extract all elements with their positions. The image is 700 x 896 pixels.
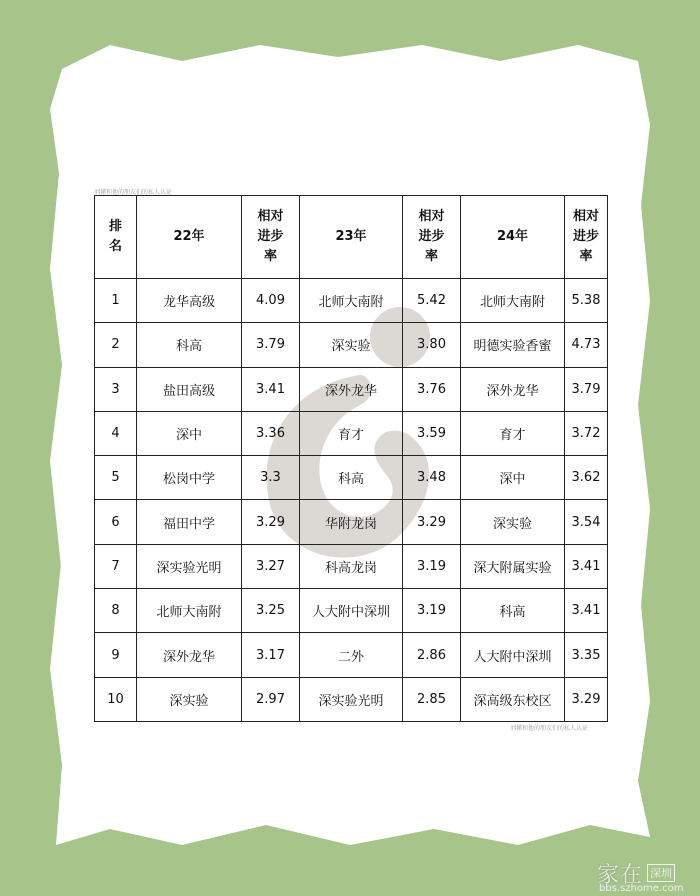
header-ratio-2023: 相对 进步 率: [403, 196, 461, 279]
cell-school-2023: 人大附中深圳: [300, 589, 403, 633]
cell-ratio-2022: 3.25: [242, 589, 300, 633]
table-row: [95, 279, 608, 323]
cell-ratio-2024: 3.62: [565, 456, 608, 500]
cell-school-2022: 盐田高级: [137, 367, 242, 411]
cell-ratio-2022: 3.79: [242, 323, 300, 367]
cell-ratio-2022: 3.29: [242, 500, 300, 544]
cell-school-2024: 北师大南附: [461, 279, 565, 323]
cell-school-2022: 深中: [137, 411, 242, 455]
site-url: bbs.szhome.com: [599, 883, 684, 894]
cell-school-2022: 深外龙华: [137, 633, 242, 677]
cell-ratio-2022: 3.36: [242, 411, 300, 455]
header-2024: 24年: [461, 196, 565, 279]
cell-school-2024: 深高级东校区: [461, 677, 565, 721]
cell-school-2023: 华附龙岗: [300, 500, 403, 544]
cell-ratio-2022: 3.27: [242, 544, 300, 588]
header-ratio-2022: 相对 进步 率: [242, 196, 300, 279]
cell-school-2022: 科高: [137, 323, 242, 367]
site-brand: 家在: [597, 863, 644, 888]
cell-school-2023: 育才: [300, 411, 403, 455]
table-row: [95, 367, 608, 411]
cell-ratio-2024: 4.73: [565, 323, 608, 367]
cell-school-2023: 深实验: [300, 323, 403, 367]
cell-ratio-2023: 3.19: [403, 544, 461, 588]
cell-rank: 5: [95, 456, 137, 500]
cell-rank: 6: [95, 500, 137, 544]
cell-rank: 4: [95, 411, 137, 455]
cell-ratio-2022: 3.17: [242, 633, 300, 677]
cell-school-2022: 深实验光明: [137, 544, 242, 588]
cell-school-2024: 人大附中深圳: [461, 633, 565, 677]
cell-ratio-2023: 2.85: [403, 677, 461, 721]
cell-school-2024: 深中: [461, 456, 565, 500]
header-rank: 排 名: [95, 196, 137, 279]
cell-ratio-2024: 3.35: [565, 633, 608, 677]
cell-rank: 1: [95, 279, 137, 323]
table-row: [95, 544, 608, 588]
cell-school-2024: 科高: [461, 589, 565, 633]
cell-ratio-2023: 3.29: [403, 500, 461, 544]
cell-ratio-2024: 3.72: [565, 411, 608, 455]
cell-ratio-2023: 3.59: [403, 411, 461, 455]
cell-rank: 8: [95, 589, 137, 633]
cell-rank: 10: [95, 677, 137, 721]
table-row: [95, 500, 608, 544]
cell-school-2024: 深外龙华: [461, 367, 565, 411]
cell-ratio-2023: 3.48: [403, 456, 461, 500]
cell-ratio-2024: 3.41: [565, 544, 608, 588]
cell-ratio-2024: 3.29: [565, 677, 608, 721]
cell-school-2022: 松岗中学: [137, 456, 242, 500]
ranking-table: [94, 195, 608, 722]
cell-school-2024: 深大附属实验: [461, 544, 565, 588]
cell-school-2022: 龙华高级: [137, 279, 242, 323]
site-city: 深圳: [647, 864, 675, 882]
cell-ratio-2022: 4.09: [242, 279, 300, 323]
watermark-text-bottom: 刘懂和他的朋友们的私人认证: [510, 725, 589, 732]
cell-ratio-2022: 2.97: [242, 677, 300, 721]
cell-ratio-2023: 5.42: [403, 279, 461, 323]
cell-school-2023: 北师大南附: [300, 279, 403, 323]
site-logo: [597, 858, 697, 894]
cell-ratio-2024: 3.41: [565, 589, 608, 633]
header-2022: 22年: [137, 196, 242, 279]
cell-ratio-2023: 3.76: [403, 367, 461, 411]
table-row: [95, 411, 608, 455]
cell-school-2024: 育才: [461, 411, 565, 455]
cell-rank: 9: [95, 633, 137, 677]
cell-ratio-2024: 3.79: [565, 367, 608, 411]
table-row: [95, 633, 608, 677]
cell-ratio-2022: 3.3: [242, 456, 300, 500]
cell-ratio-2023: 3.80: [403, 323, 461, 367]
cell-school-2022: 福田中学: [137, 500, 242, 544]
table-row: [95, 589, 608, 633]
cell-rank: 7: [95, 544, 137, 588]
cell-school-2024: 明德实验香蜜: [461, 323, 565, 367]
cell-ratio-2024: 3.54: [565, 500, 608, 544]
table-row: [95, 456, 608, 500]
cell-school-2023: 深实验光明: [300, 677, 403, 721]
cell-school-2023: 科高: [300, 456, 403, 500]
cell-ratio-2024: 5.38: [565, 279, 608, 323]
header-ratio-2024: 相对 进步 率: [565, 196, 608, 279]
cell-ratio-2023: 2.86: [403, 633, 461, 677]
table-header-row: [95, 196, 608, 279]
cell-school-2023: 二外: [300, 633, 403, 677]
header-2023: 23年: [300, 196, 403, 279]
cell-rank: 2: [95, 323, 137, 367]
cell-school-2022: 北师大南附: [137, 589, 242, 633]
cell-ratio-2023: 3.19: [403, 589, 461, 633]
cell-rank: 3: [95, 367, 137, 411]
cell-school-2022: 深实验: [137, 677, 242, 721]
table-row: [95, 677, 608, 721]
table-row: [95, 323, 608, 367]
cell-school-2023: 深外龙华: [300, 367, 403, 411]
cell-school-2023: 科高龙岗: [300, 544, 403, 588]
cell-ratio-2022: 3.41: [242, 367, 300, 411]
cell-school-2024: 深实验: [461, 500, 565, 544]
watermark-text-top: 刘懂和他的朋友们的私人认证: [94, 189, 173, 196]
